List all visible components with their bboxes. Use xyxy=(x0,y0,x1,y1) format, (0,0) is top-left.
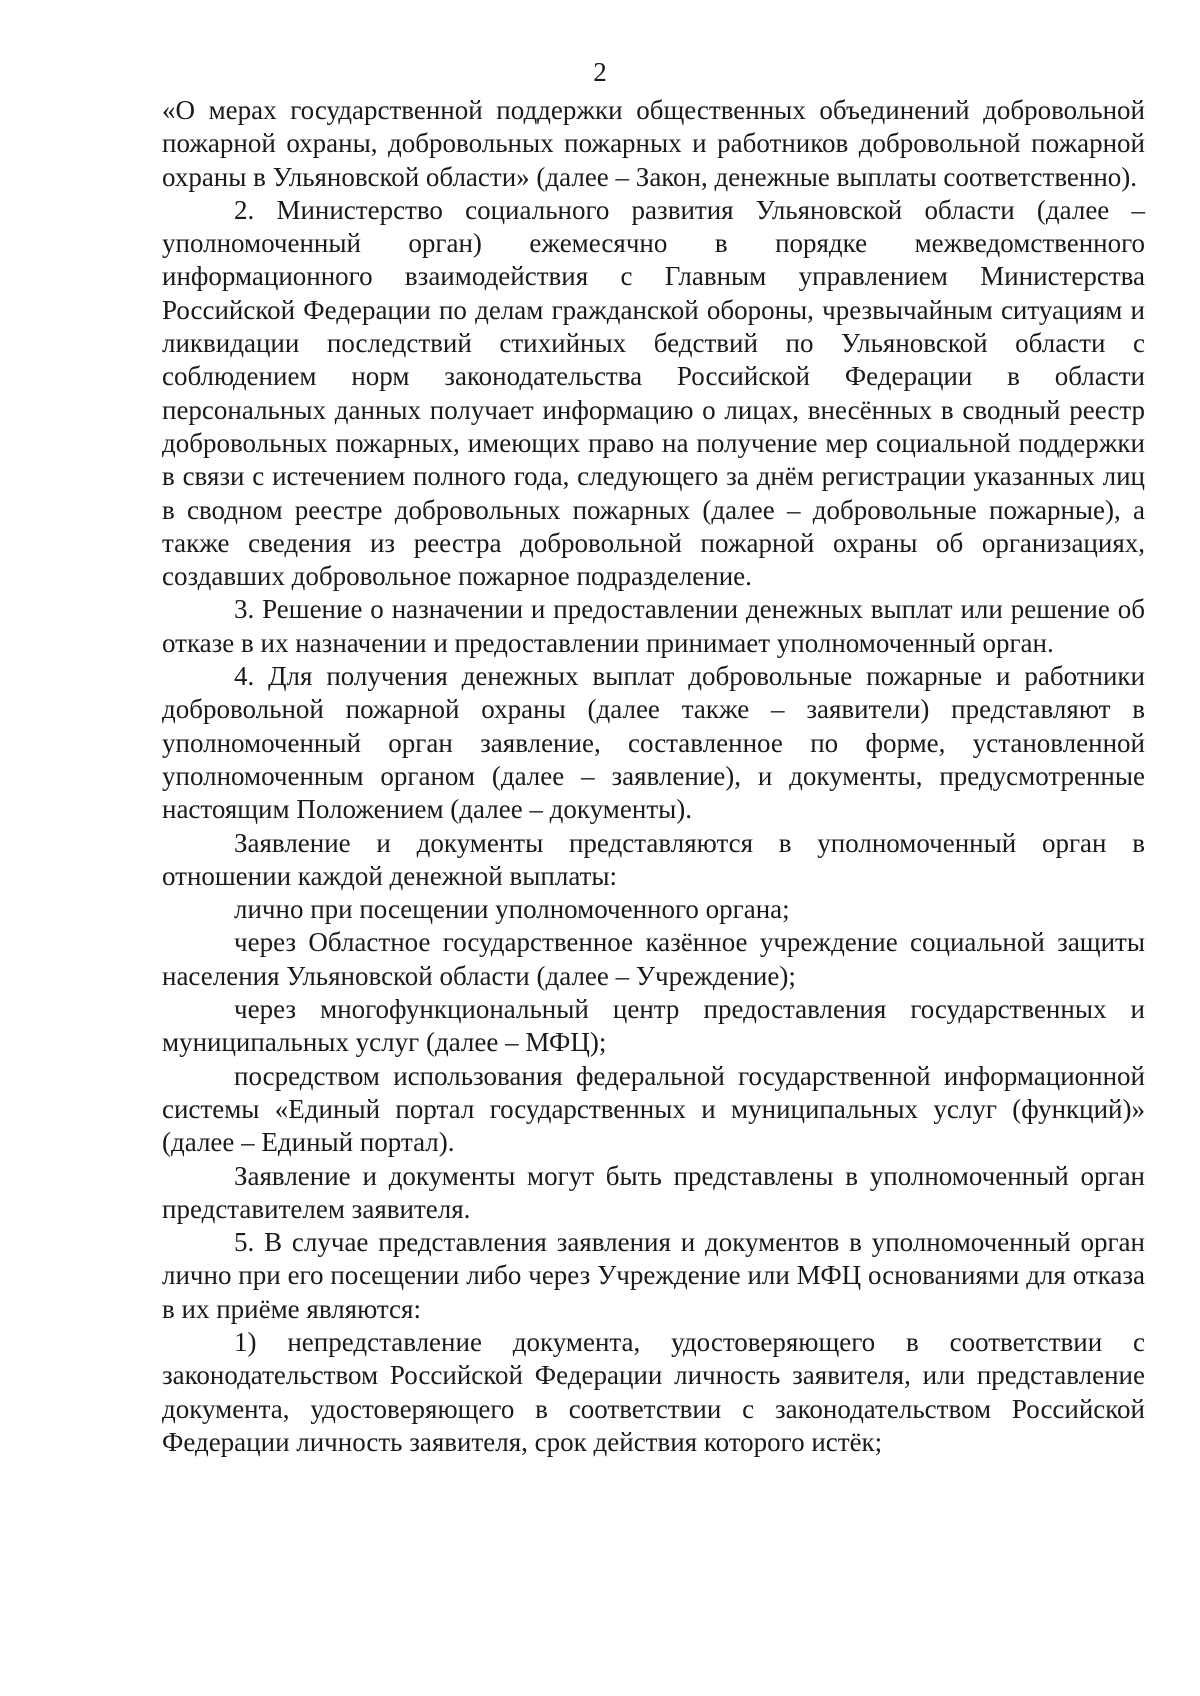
paragraph-submission-portal: посредством использования федеральной государственной информационной системы «Единый портал государственных и муниципальных услуг (функций)» (далее – Единый портал). xyxy=(162,1060,1145,1158)
paragraph-submission-ways-intro: Заявление и документы представляются в уполномоченный орган в отношении каждой денежной выплаты: xyxy=(162,827,1145,891)
paragraph-representative: Заявление и документы могут быть представлены в уполномоченный орган представителем заявителя. xyxy=(162,1160,1145,1224)
paragraph-item-4: 4. Для получения денежных выплат добровольные пожарные и работники добровольной пожарной охраны (далее также – заявители) представляют в уполномоченный орган заявление, составленное по форме, установленной уполномоченным органом (далее – заявление), и документы, предусмотренные настоящим Положением (далее – документы). xyxy=(162,661,1145,825)
page-number: 2 xyxy=(593,57,607,87)
paragraph-item-3: 3. Решение о назначении и предоставлении денежных выплат или решение об отказе в их назначении и предоставлении принимает уполномоченный орган. xyxy=(162,594,1145,658)
paragraph-submission-mfc: через многофункциональный центр предоставления государственных и муниципальных услуг (далее – МФЦ); xyxy=(162,994,1145,1058)
paragraph-law-title-continuation: «О мерах государственной поддержки общественных объединений добровольной пожарной охраны, добровольных пожарных и работников добровольной пожарной охраны в Ульяновской области» (далее – Закон, денежные выплаты соответственно). xyxy=(162,95,1145,192)
document-body xyxy=(162,94,1145,1459)
paragraph-submission-institution: через Областное государственное казённое учреждение социальной защиты населения Ульяновской области (далее – Учреждение); xyxy=(162,927,1145,991)
paragraph-submission-in-person: лично при посещении уполномоченного органа; xyxy=(234,894,790,925)
paragraph-item-5: 5. В случае представления заявления и документов в уполномоченный орган лично при его посещении либо через Учреждение или МФЦ основаниями для отказа в их приёме являются: xyxy=(162,1227,1145,1324)
paragraph-item-2: 2. Министерство социального развития Ульяновской области (далее – уполномоченный орган) ежемесячно в порядке межведомственного информационного взаимодействия с Главным управлением Министерства Российской Федерации по делам гражданской обороны, чрезвычайным ситуациям и ликвидации последствий стихийных бедствий по Ульяновской области с соблюдением норм законодательства Российской Федерации в области персональных данных получает информацию о лицах, внесённых в сводный реестр добровольных пожарных, имеющих право на получение мер социальной поддержки в связи с истечением полного года, следующего за днём регистрации указанных лиц в сводном реестре добровольных пожарных (далее – добровольные пожарные), а также сведения из реестра добровольной пожарной охраны об организациях, создавших добровольное пожарное подразделение. xyxy=(162,194,1145,592)
paragraph-refusal-ground-1: 1) непредставление документа, удостоверяющего в соответствии с законодательством Российской Федерации личность заявителя, или представление документа, удостоверяющего в соответствии с законодательством Российской Федерации личность заявителя, срок действия которого истёк; xyxy=(162,1326,1145,1457)
